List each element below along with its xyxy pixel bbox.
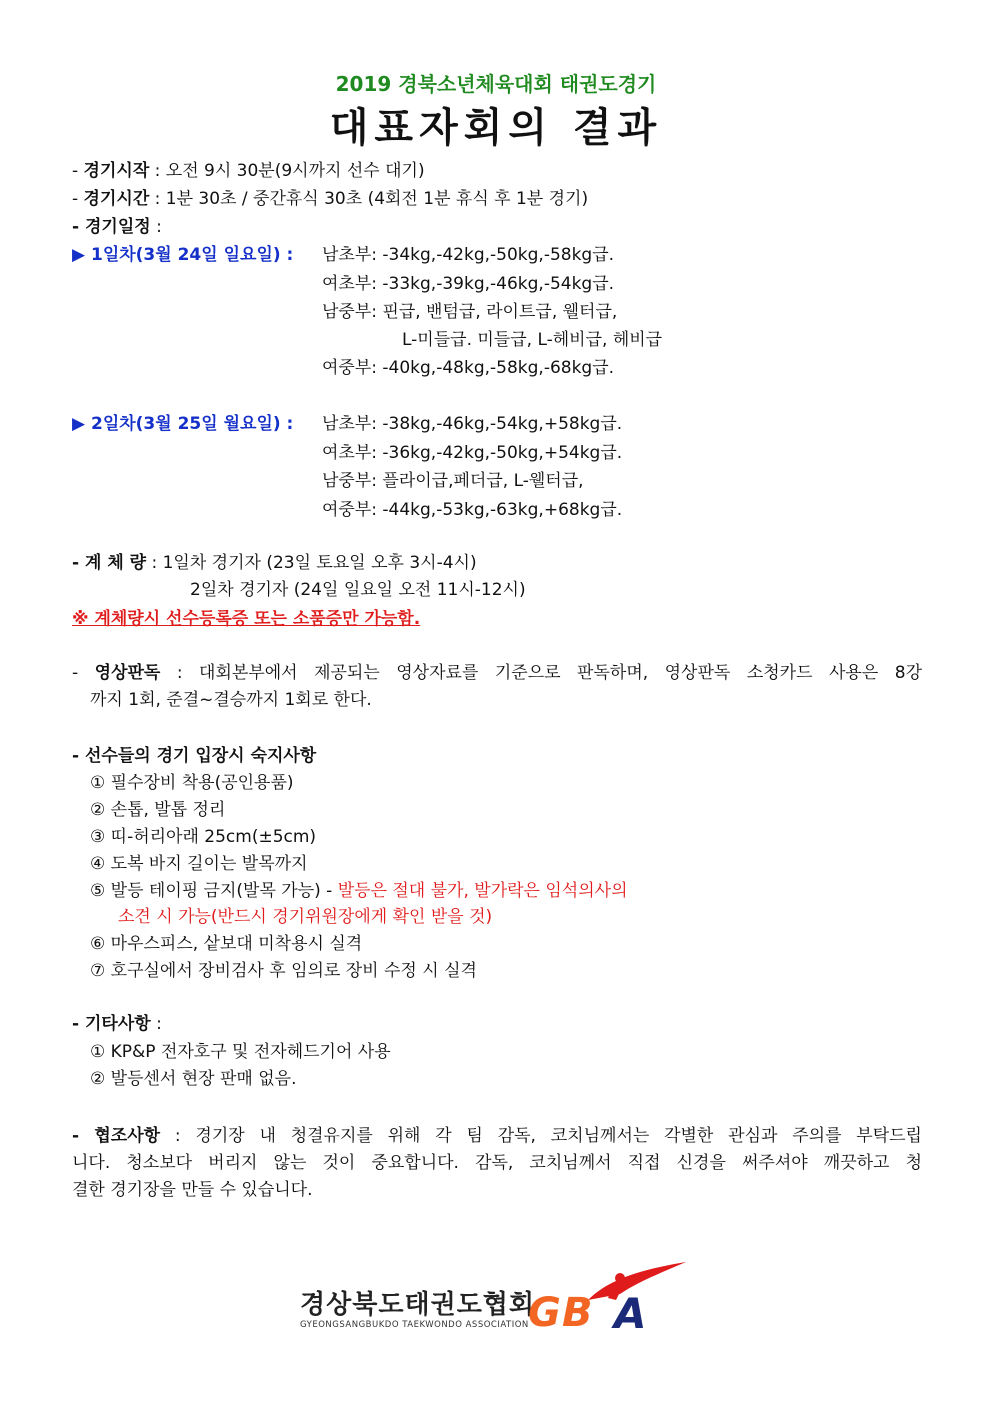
svg-text:B: B	[562, 1290, 593, 1335]
day1-row: 여중부: -40kg,-48kg,-58kg,-68kg급.	[322, 358, 615, 378]
coop-line3: 결한 경기장을 만들 수 있습니다.	[72, 1180, 313, 1200]
info-start: - 경기시작 : 오전 9시 30분(9시까지 선수 대기)	[72, 161, 425, 181]
day1-row: 남초부: -34kg,-42kg,-50kg,-58kg급.	[322, 245, 615, 265]
coop-section	[72, 1123, 922, 1204]
rules-item: ⑥ 마우스피스, 샅보대 미착용시 실격	[90, 934, 363, 954]
info-start-text: : 오전 9시 30분(9시까지 선수 대기)	[149, 161, 425, 181]
etc-item: ① KP&P 전자호구 및 전자헤드기어 사용	[90, 1042, 391, 1062]
rules-item: ② 손톱, 발톱 정리	[90, 800, 226, 820]
weighin-line1: - 계 체 량 : 1일차 경기자 (23일 토요일 오후 3시-4시)	[72, 553, 477, 573]
day2-row: 남초부: -38kg,-46kg,-54kg,+58kg급.	[322, 414, 623, 434]
gba-logo-icon	[528, 1260, 693, 1335]
rules-item: ③ 띠-허리아래 25cm(±5cm)	[90, 827, 317, 847]
video-line1: - 영상판독 : 대회본부에서 제공되는 영상자료를 기준으로 판독하며, 영상판독 소청카드 사용은 8강	[72, 663, 922, 683]
rules-heading: - 선수들의 경기 입장시 숙지사항	[72, 746, 317, 766]
video-line2: 까지 1회, 준결~결승까지 1회로 한다.	[90, 690, 372, 710]
rules-item5-warning-cont: 소견 시 가능(반드시 경기위원장에게 확인 받을 것)	[118, 907, 493, 927]
document-subtitle: 2019 경북소년체육대회 태권도경기	[335, 72, 657, 96]
association-name-en: GYEONGSANGBUKDO TAEKWONDO ASSOCIATION	[300, 1320, 529, 1330]
rules-item: ④ 도복 바지 길이는 발목까지	[90, 854, 308, 874]
association-name-ko: 경상북도태권도협회	[300, 1290, 536, 1320]
rules-item: ⑤ 발등 테이핑 금지(발목 가능) - 발등은 절대 불가, 발가락은 임석의사의	[90, 881, 628, 901]
svg-text:G: G	[528, 1290, 561, 1335]
coop-line2: 니다. 청소보다 버리지 않는 것이 중요합니다. 감독, 코치님께서 직접 신경을 써주셔야 깨끗하고 청	[72, 1153, 922, 1173]
weighin-label: - 계 체 량	[72, 553, 147, 573]
video-label: 영상판독	[94, 663, 161, 683]
video-review	[72, 660, 922, 714]
etc-item: ② 발등센서 현장 판매 없음.	[90, 1069, 297, 1089]
day1-row: 남중부: 핀급, 밴텀급, 라이트급, 웰터급,	[322, 302, 618, 322]
info-duration: - 경기시간 : 1분 30초 / 중간휴식 30초 (4회전 1분 휴식 후 1분 경기)	[72, 189, 589, 209]
weighin-line2: 2일차 경기자 (24일 일요일 오전 11시-12시)	[190, 580, 526, 600]
weighin-warning: ※ 계체량시 선수등록증 또는 소품증만 가능함.	[72, 609, 421, 629]
info-start-label: 경기시작	[83, 161, 150, 181]
info-schedule: - 경기일정 :	[72, 217, 162, 237]
day2-heading: ▶ 2일차(3월 25일 월요일) :	[72, 414, 294, 434]
day1-row: 여초부: -33kg,-39kg,-46kg,-54kg급.	[322, 274, 615, 294]
day2-row: 남중부: 플라이급,페더급, L-웰터급,	[322, 471, 584, 491]
day1-row: L-미들급. 미들급, L-헤비급, 헤비급	[402, 330, 663, 350]
info-duration-label: 경기시간	[83, 189, 150, 209]
info-duration-text: : 1분 30초 / 중간휴식 30초 (4회전 1분 휴식 후 1분 경기)	[149, 189, 589, 209]
rules-item: ⑦ 호구실에서 장비검사 후 임의로 장비 수정 시 실격	[90, 961, 477, 981]
etc-heading: - 기타사항 :	[72, 1014, 162, 1034]
day2-row: 여중부: -44kg,-53kg,-63kg,+68kg급.	[322, 500, 623, 520]
rules-item5-warning: 발등은 절대 불가, 발가락은 임석의사의	[337, 881, 628, 901]
info-schedule-label: 경기일정	[84, 217, 151, 237]
day1-heading: ▶ 1일차(3월 24일 일요일) :	[72, 245, 294, 265]
rules-item: ① 필수장비 착용(공인용품)	[90, 773, 294, 793]
document-title: 대표자회의 결과	[329, 105, 663, 151]
coop-line1: - 협조사항 : 경기장 내 청결유지를 위해 각 팀 감독, 코치님께서는 각별한 관심과 주의를 부탁드립	[72, 1126, 922, 1146]
svg-text:A: A	[614, 1289, 647, 1335]
day2-row: 여초부: -36kg,-42kg,-50kg,+54kg급.	[322, 443, 623, 463]
association-logo-text	[300, 1290, 535, 1330]
